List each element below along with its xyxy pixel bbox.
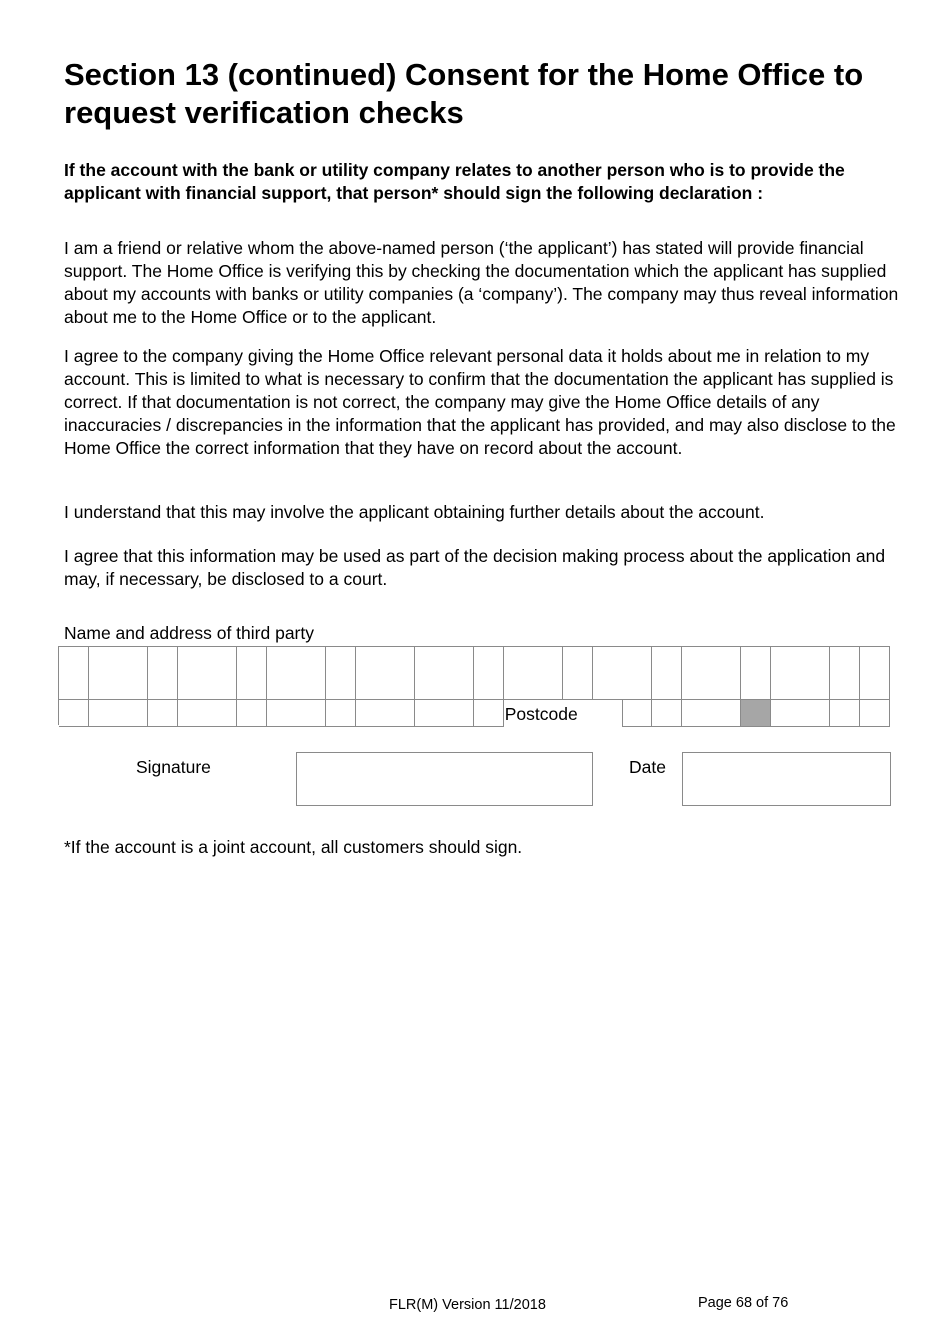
address-char-box[interactable] [444,647,474,674]
address-char-box[interactable] [178,673,208,700]
date-field[interactable] [682,752,891,806]
address-char-box[interactable] [148,647,178,674]
address-char-box[interactable] [415,700,445,727]
address-char-box[interactable] [207,647,237,674]
declaration-paragraph-3: I understand that this may involve the applicant obtaining further details about the account. [64,502,765,522]
address-char-box[interactable] [593,647,623,674]
address-char-box[interactable] [800,647,830,674]
address-char-box[interactable] [326,700,356,727]
signature-label: Signature [136,757,211,777]
address-char-box[interactable] [563,673,593,700]
postcode-char-box[interactable] [652,700,682,727]
address-char-box[interactable] [207,673,237,700]
address-char-box[interactable] [237,647,267,674]
address-char-box[interactable] [178,647,208,674]
address-char-box[interactable] [237,700,267,727]
address-char-box[interactable] [563,647,593,674]
address-char-box[interactable] [296,673,326,700]
address-char-box[interactable] [682,673,712,700]
address-char-box[interactable] [711,673,741,700]
address-char-box[interactable] [267,647,297,674]
address-char-box[interactable] [860,673,890,700]
address-char-box[interactable] [444,673,474,700]
address-char-box[interactable] [89,647,119,674]
address-char-box[interactable] [860,647,890,674]
address-char-box[interactable] [415,673,445,700]
address-char-box[interactable] [741,647,771,674]
address-char-box[interactable] [59,700,89,727]
address-char-box[interactable] [830,673,860,700]
address-char-box[interactable] [118,647,148,674]
address-char-box[interactable] [385,700,415,727]
address-char-box[interactable] [267,700,297,727]
address-char-box[interactable] [741,673,771,700]
address-char-box[interactable] [652,647,682,674]
section-title: Section 13 (continued) Consent for the Home Office to request verification checks [64,57,864,130]
address-char-box[interactable] [622,647,652,674]
postcode-char-box[interactable] [800,700,830,727]
address-char-box[interactable] [415,647,445,674]
address-char-box[interactable] [356,647,386,674]
address-char-box[interactable] [474,647,504,674]
address-char-box[interactable] [504,647,534,674]
postcode-char-box[interactable] [711,700,741,727]
address-char-box[interactable] [474,700,504,727]
address-char-box[interactable] [652,673,682,700]
address-char-box[interactable] [296,647,326,674]
address-char-box[interactable] [474,673,504,700]
address-char-box[interactable] [148,673,178,700]
third-party-address-label: Name and address of third party [64,623,314,643]
address-char-box[interactable] [385,647,415,674]
address-char-box[interactable] [385,673,415,700]
form-version: FLR(M) Version 11/2018 [389,1297,546,1313]
address-char-box[interactable] [326,673,356,700]
address-char-box[interactable] [682,647,712,674]
postcode-char-box[interactable] [830,700,860,727]
address-char-box[interactable] [533,673,563,700]
address-char-box[interactable] [237,673,267,700]
declaration-paragraph-1: I am a friend or relative whom the above-named person (‘the applicant’) has stated will provide financial support. The Home Office is verifying this by checking the documentation which the applicant has supplied about my accounts with banks or utility companies (a ‘company’). The company may thus reveal information about me to the Home Office or to the applicant. [64,238,899,327]
address-char-box[interactable] [326,647,356,674]
postcode-char-box[interactable] [860,700,890,727]
address-char-box[interactable] [296,700,326,727]
address-char-box[interactable] [207,700,237,727]
postcode-label: Postcode [504,700,624,726]
address-char-box[interactable] [118,700,148,727]
address-char-box[interactable] [622,673,652,700]
address-char-box[interactable] [89,673,119,700]
address-char-box[interactable] [504,673,534,700]
postcode-char-box[interactable] [682,700,712,727]
declaration-paragraph-2: I agree to the company giving the Home Office relevant personal data it holds about me in relation to my account. This is limited to what is necessary to confirm that the documentation the applicant has supplied is correct. If that documentation is not correct, the company may give the Home Office details of any inaccuracies / discrepancies in the information that the applicant has provided, and may also disclose to the Home Office the correct information that they have on record about the account. [64,346,896,458]
address-char-box[interactable] [356,700,386,727]
address-char-box[interactable] [59,647,89,674]
date-label: Date [629,757,666,777]
address-char-box[interactable] [830,647,860,674]
address-char-box[interactable] [267,673,297,700]
address-char-box[interactable] [89,700,119,727]
address-char-box[interactable] [118,673,148,700]
third-party-address-grid [58,646,890,725]
address-char-box[interactable] [771,647,801,674]
address-char-box[interactable] [444,700,474,727]
address-char-box[interactable] [533,647,563,674]
address-char-box[interactable] [356,673,386,700]
joint-account-footnote: *If the account is a joint account, all customers should sign. [64,837,523,857]
page-number: Page 68 of 76 [698,1295,789,1311]
address-char-box[interactable] [711,647,741,674]
address-char-box[interactable] [800,673,830,700]
address-char-box[interactable] [771,673,801,700]
address-char-box[interactable] [59,673,89,700]
declaration-paragraph-4: I agree that this information may be used as part of the decision making process about the application and may, if necessary, be disclosed to a court. [64,546,886,589]
postcode-char-box[interactable] [771,700,801,727]
address-char-box[interactable] [178,700,208,727]
address-char-box[interactable] [593,673,623,700]
postcode-char-box [741,700,771,727]
signature-field[interactable] [296,752,593,806]
address-char-box[interactable] [148,700,178,727]
intro-instruction: If the account with the bank or utility company relates to another person who is to provide the applicant with financial support, that person* should sign the following declaration : [64,160,845,203]
postcode-char-box[interactable] [622,700,652,727]
